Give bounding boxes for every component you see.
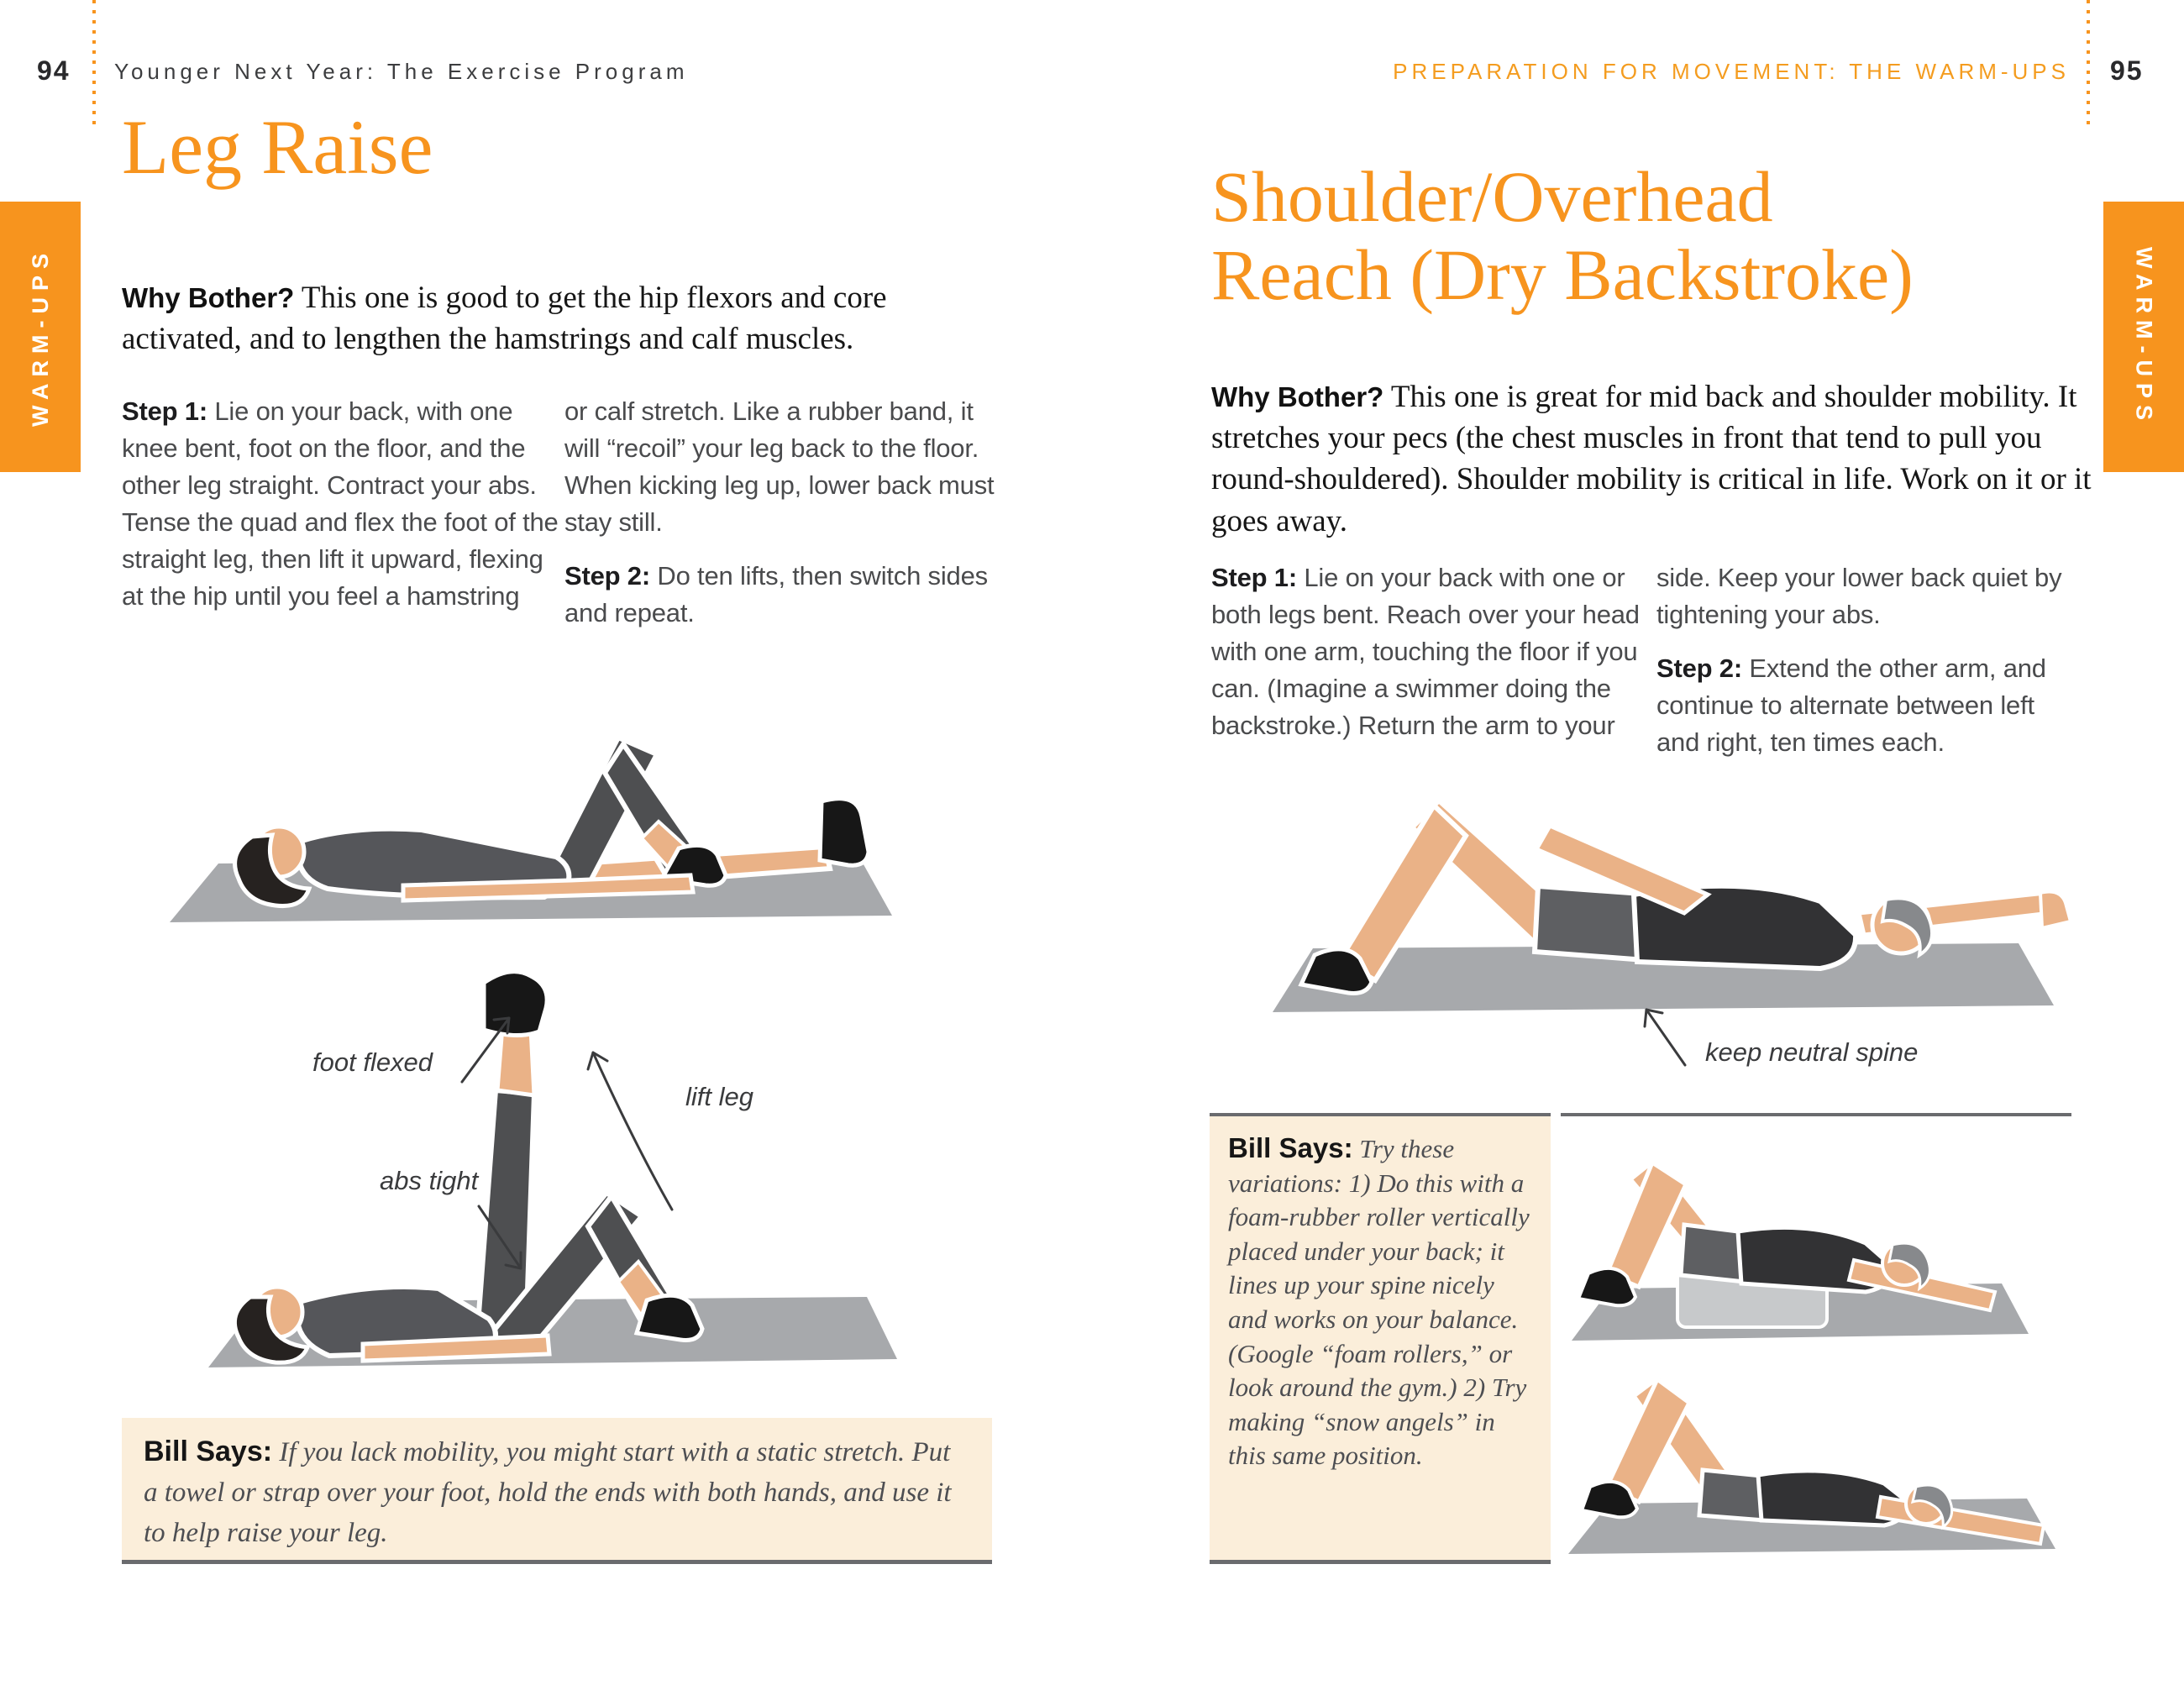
left-step-column-1: Step 1: Lie on your back, with one knee bent, foot on the floor, and the other leg straight. Contract your abs. Tense the quad and flex the foot of the straight leg, then lift it upward, flexing at the hip until you feel a hamstring [122, 396, 559, 612]
illustration-panel-rule [1561, 1113, 2071, 1116]
leg-raise-start-illustration [151, 687, 916, 939]
foam-roller-variation-illustration [1558, 1126, 2075, 1352]
snow-angel-variation-illustration [1558, 1361, 2075, 1567]
right-dotted-rule [2087, 0, 2090, 131]
bill-says-box-right: Bill Says: Try these variations: 1) Do this with a foam-rubber roller vertically placed under your back; it lines up your spine nicely and works on your balance. (Google “foam rollers,” or look around the gym.) 2) Try making “snow angels” in this same position. [1210, 1113, 1551, 1564]
right-running-head: PREPARATION FOR MOVEMENT: THE WARM-UPS [1393, 59, 2070, 84]
left-dotted-rule [92, 0, 96, 131]
lift-leg-arrow [580, 1037, 680, 1218]
overhead-reach-illustration [1214, 769, 2071, 1021]
leg-raise-lift-illustration [151, 949, 916, 1394]
abs-tight-arrow [470, 1199, 538, 1279]
left-page-number: 94 [37, 55, 71, 86]
right-page-number: 95 [2110, 55, 2144, 86]
why-bother-label: Why Bother? [122, 282, 295, 313]
why-bother-label: Why Bother? [1211, 381, 1384, 412]
right-why-bother: Why Bother? This one is great for mid back and shoulder mobility. It stretches your pecs (the chest muscles in front that tend to pull you round-shouldered). Shoulder mobility is critical in life. Work on it or it goes away. [1211, 380, 2092, 538]
left-exercise-title: Leg Raise [122, 104, 433, 190]
foot-flexed-label: foot flexed [312, 1047, 433, 1077]
keep-neutral-spine-arrow [1636, 1001, 1695, 1073]
bill-says-label: Bill Says: [1228, 1132, 1353, 1163]
left-running-head: Younger Next Year: The Exercise Program [114, 59, 689, 84]
keep-neutral-spine-label: keep neutral spine [1705, 1037, 1919, 1067]
warmups-tab-right: WARM-UPS [2103, 202, 2184, 472]
bill-says-box-left: Bill Says: If you lack mobility, you might start with a static stretch. Put a towel or strap over your foot, hold the ends with both hands, and use it to help raise your leg. [122, 1418, 992, 1564]
foot-flexed-arrow [454, 1006, 529, 1090]
left-step-column-2: or calf stretch. Like a rubber band, it will “recoil” your leg back to the floor. When kicking leg up, lower back must stay still. Step 2: Do ten lifts, then switch sides and repeat. [564, 396, 995, 628]
right-step-column-2: side. Keep your lower back quiet by tightening your abs. Step 2: Extend the other arm, and continue to alternate between left and right, ten times each. [1656, 563, 2062, 758]
right-exercise-title: Shoulder/Overhead Reach (Dry Backstroke) [1211, 156, 1914, 315]
bill-says-label: Bill Says: [144, 1436, 273, 1467]
left-why-bother: Why Bother? This one is good to get the hip flexors and core activated, and to lengthen the hamstrings and calf muscles. [122, 281, 887, 357]
warmups-tab-left: WARM-UPS [0, 202, 81, 472]
abs-tight-label: abs tight [380, 1166, 479, 1195]
right-step-column-1: Step 1: Lie on your back with one or both legs bent. Reach over your head with one arm, touching the floor if you can. (Imagine a swimmer doing the backstroke.) Return the arm to your [1211, 563, 1640, 741]
lift-leg-label: lift leg [685, 1082, 753, 1111]
